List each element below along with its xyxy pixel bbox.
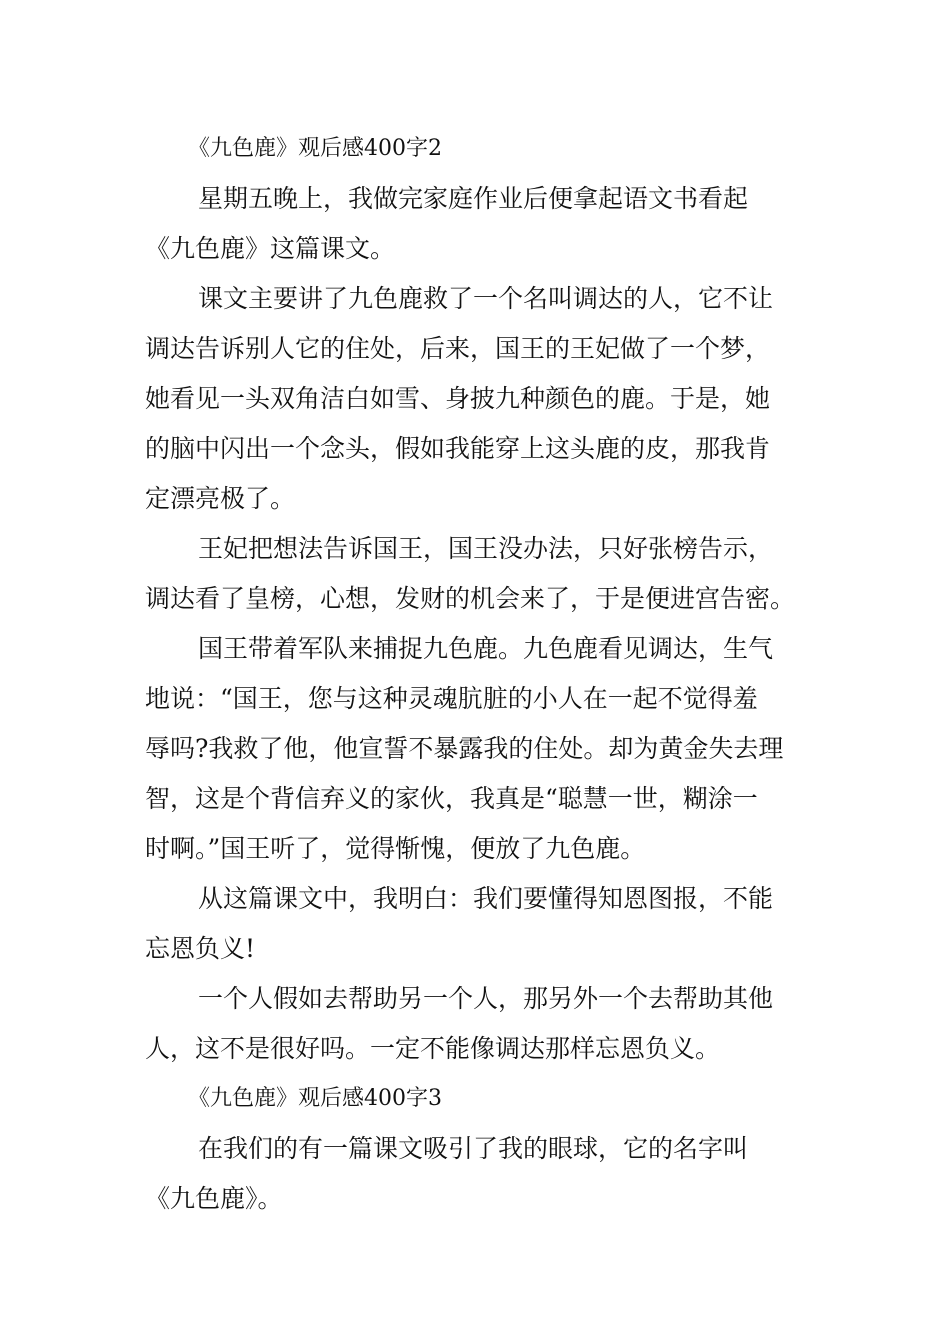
paragraph-line: 调达告诉别人它的住处，后来，国王的王妃做了一个梦，: [145, 334, 771, 363]
paragraph-line: 智，这是个背信弃义的家伙，我真是“聪慧一世，糊涂一: [145, 784, 758, 813]
paragraph-line: 地说：“国王，您与这种灵魂肮脏的小人在一起不觉得羞: [145, 684, 758, 713]
section-title-3: 《九色鹿》观后感400字3: [188, 1086, 442, 1111]
paragraph-line: 调达看了皇榜，心想，发财的机会来了，于是便进宫告密。: [145, 584, 796, 613]
paragraph-line: 《九色鹿》这篇课文。: [145, 234, 396, 263]
paragraph-line: 定漂亮极了。: [145, 484, 296, 513]
paragraph-line: 人，这不是很好吗。一定不能像调达那样忘恩负义。: [145, 1034, 721, 1063]
paragraph-line: 从这篇课文中，我明白：我们要懂得知恩图报，不能: [198, 884, 774, 913]
paragraph-line: 的脑中闪出一个念头，假如我能穿上这头鹿的皮，那我肯: [145, 434, 771, 463]
paragraph-line: 时啊。”国王听了，觉得惭愧，便放了九色鹿。: [145, 834, 646, 863]
paragraph-line: 她看见一头双角洁白如雪、身披九种颜色的鹿。于是，她: [145, 384, 771, 413]
paragraph-line: 星期五晚上，我做完家庭作业后便拿起语文书看起: [198, 184, 749, 213]
paragraph-line: 《九色鹿》。: [145, 1184, 283, 1213]
paragraph-line: 辱吗?我救了他，他宣誓不暴露我的住处。却为黄金失去理: [145, 734, 784, 763]
paragraph-line: 国王带着军队来捕捉九色鹿。九色鹿看见调达，生气: [198, 634, 774, 663]
paragraph-line: 课文主要讲了九色鹿救了一个名叫调达的人，它不让: [198, 284, 774, 313]
section-title-2: 《九色鹿》观后感400字2: [188, 136, 442, 161]
paragraph-line: 王妃把想法告诉国王，国王没办法，只好张榜告示，: [198, 534, 774, 563]
paragraph-line: 在我们的有一篇课文吸引了我的眼球，它的名字叫: [198, 1134, 749, 1163]
paragraph-line: 一个人假如去帮助另一个人，那另外一个去帮助其他: [198, 984, 774, 1013]
paragraph-line: 忘恩负义!: [145, 934, 256, 963]
